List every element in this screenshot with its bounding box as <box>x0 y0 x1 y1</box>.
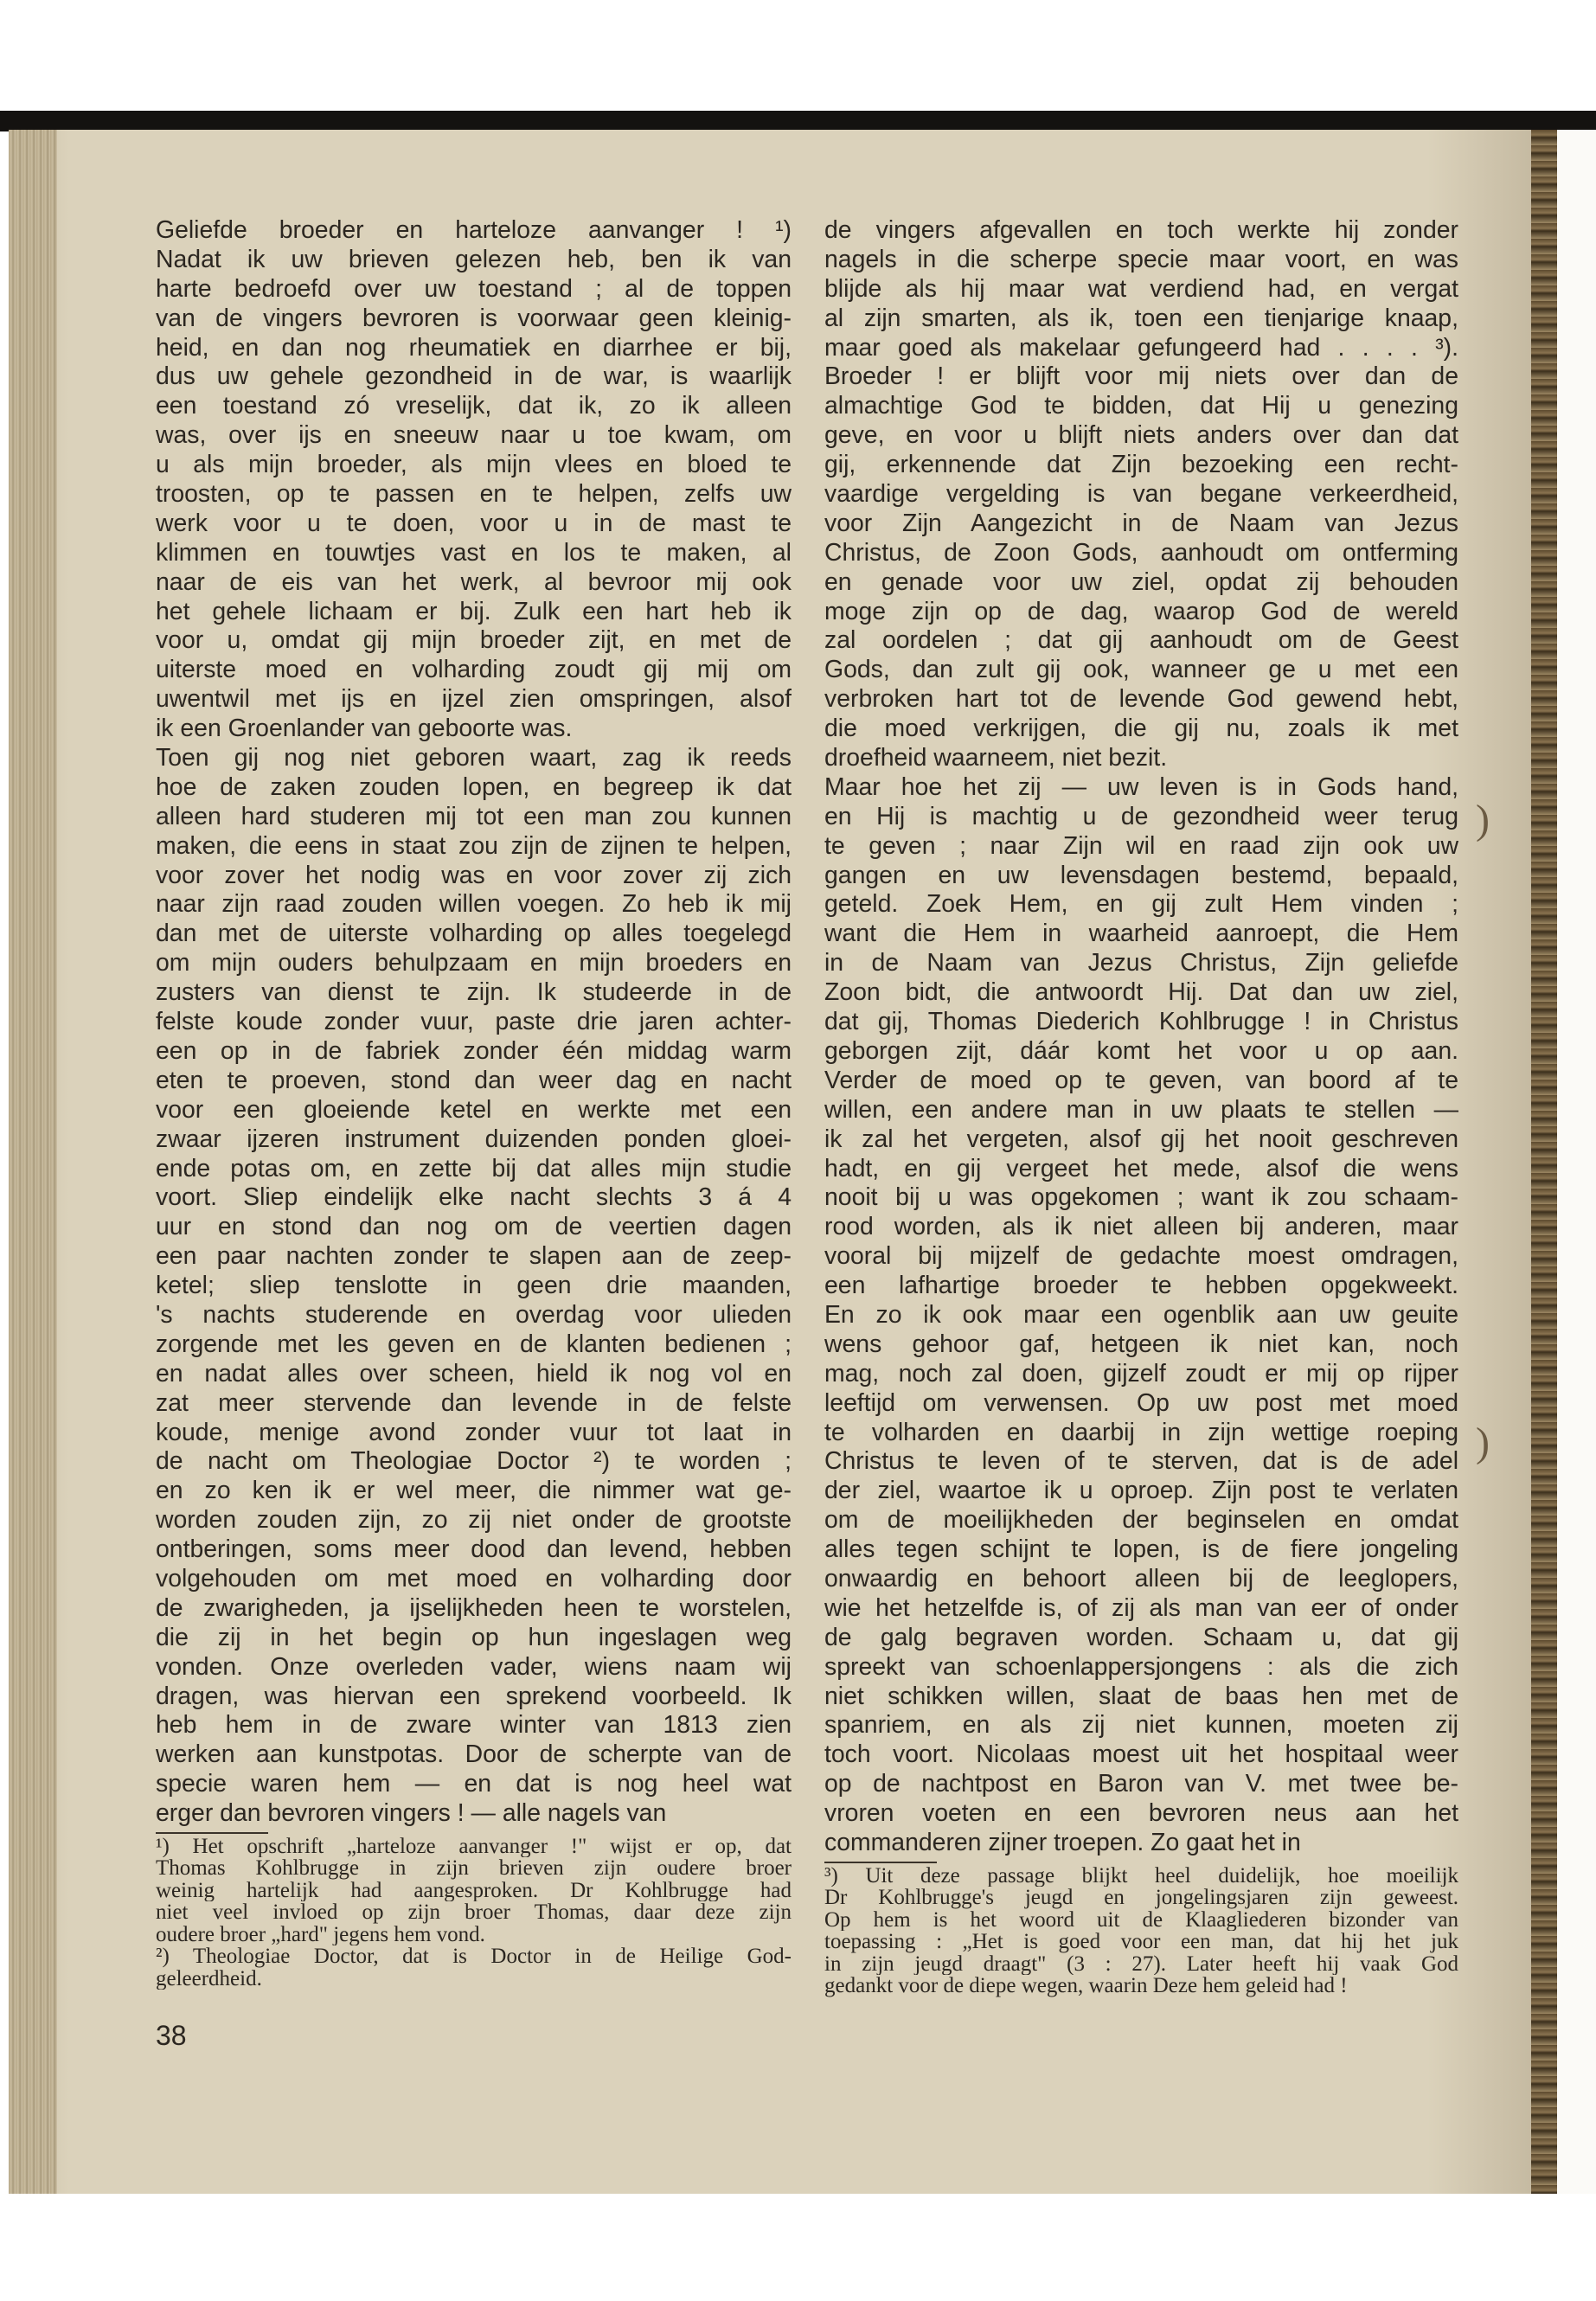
footnote-line: Thomas Kohlbrugge in zijn brieven zijn oudere broer <box>156 1857 792 1880</box>
text-line: ketel; sliep tenslotte in geen drie maanden, <box>156 1272 792 1300</box>
text-line: ende potas om, en zette bij dat alles mijn studie <box>156 1154 792 1183</box>
text-line: uwentwil met ijs en ijzel zien omspringen, alsof <box>156 685 792 714</box>
text-line: geve, en voor u blijft niets anders over dan dat <box>824 421 1458 450</box>
binding-mark-paren: ) <box>1476 1420 1490 1465</box>
text-line: wie het hetzelfde is, of zij als man van eer of onder <box>824 1593 1458 1622</box>
text-line: toch voort. Nicolaas moest uit het hospitaal weer <box>824 1740 1458 1769</box>
text-line: werken aan kunstpotas. Door de scherpte van de <box>156 1740 792 1769</box>
text-line: volgehouden om met moed en volharding door <box>156 1564 792 1593</box>
text-line: En zo ik ook maar een ogenblik aan uw geuite <box>824 1300 1458 1329</box>
scan-bottom-margin <box>0 2194 1596 2301</box>
text-line: dus uw gehele gezondheid in de war, is waarlijk <box>156 362 792 391</box>
text-line: leeftijd om verwensen. Op uw post met moed <box>824 1388 1458 1417</box>
text-line: moge zijn op de dag, waarop God de wereld <box>824 597 1458 625</box>
text-line: vroren voeten en een bevroren neus aan het <box>824 1799 1458 1828</box>
text-line: was, over ijs en sneeuw naar u toe kwam, om <box>156 421 792 450</box>
text-line: ik een Groenlander van geboorte was. <box>156 715 573 743</box>
footnote-line: niet veel invloed op zijn broer Thomas, daar deze zijn <box>156 1901 792 1924</box>
text-line: en Hij is machtig u de gezondheid weer terug <box>824 802 1458 830</box>
text-line: zusters van dienst te zijn. Ik studeerde in de <box>156 978 792 1007</box>
text-line: vaardige vergelding is van begane verkeerdheid, <box>824 480 1458 509</box>
text-line: Christus te leven of te sterven, dat is de adel <box>824 1447 1458 1476</box>
text-line: dan met de uiterste volharding op alles toegelegd <box>156 920 792 948</box>
text-line: maken, die eens in staat zou zijn de zijnen te helpen, <box>156 831 792 860</box>
text-line: alles tegen schijnt te lopen, is de fiere jongeling <box>824 1535 1458 1564</box>
footnote-line: weinig hartelijk had aangesproken. Dr Kohlbrugge had <box>156 1879 792 1902</box>
text-line: uiterste moed en volharding zoudt gij mij om <box>156 656 792 684</box>
text-line: nooit bij u was opgekomen ; want ik zou schaam- <box>824 1183 1458 1212</box>
text-line: uur en stond dan nog om de veertien dagen <box>156 1213 792 1241</box>
text-line: heid, en dan nog rheumatiek en diarrhee er bij, <box>156 333 792 362</box>
text-line: vonden. Onze overleden vader, wiens naam wij <box>156 1652 792 1681</box>
text-line: koude, menige avond zonder vuur tot laat in <box>156 1418 792 1446</box>
text-line: worden zouden zijn, zo zij niet onder de grootste <box>156 1506 792 1535</box>
text-line: spanriem, en als zij niet kunnen, moeten zij <box>824 1711 1458 1740</box>
text-line: zwaar ijzeren instrument duizenden ponden gloei- <box>156 1125 792 1153</box>
text-line: harte bedroefd over uw toestand ; al de toppen <box>156 274 792 303</box>
text-line: Verder de moed op te geven, van boord af te <box>824 1066 1458 1094</box>
text-line: zat meer stervende dan levende in de felste <box>156 1388 792 1417</box>
text-line: Maar hoe het zij — uw leven is in Gods hand, <box>824 772 1458 801</box>
text-line: een paar nachten zonder te slapen aan de zeep- <box>156 1242 792 1271</box>
text-line: zal oordelen ; dat gij aanhoudt om de Geest <box>824 626 1458 655</box>
text-line: voor zover het nodig was en voor zover zij zich <box>156 861 792 889</box>
text-line: commanderen zijner troepen. Zo gaat het in <box>824 1828 1301 1856</box>
text-line: Nadat ik uw brieven gelezen heb, ben ik van <box>156 245 792 273</box>
text-line: een toestand zó vreselijk, dat ik, zo ik alleen <box>156 392 792 420</box>
text-line: droefheid waarneem, niet bezit. <box>824 744 1168 772</box>
footnote-line: geleerdheid. <box>156 1967 262 1990</box>
text-line: gangen en uw levensdagen bestemd, bepaald, <box>824 861 1458 889</box>
text-line: spreekt van schoenlappersjongens : als die zich <box>824 1652 1458 1681</box>
text-line: naar de eis van het werk, al bevroor mij ook <box>156 567 792 596</box>
text-line: al zijn smarten, als ik, toen een tienjarige knaap, <box>824 304 1458 332</box>
text-line: vooral bij mijzelf de gedachte moest omdragen, <box>824 1242 1458 1271</box>
text-line: op de nachtpost en Baron van V. met twee be- <box>824 1770 1458 1798</box>
text-line: de zwarigheden, ja ijselijkheden heen te worstelen, <box>156 1593 792 1622</box>
scan-top-border <box>0 111 1596 131</box>
footnote-line: Op hem is het woord uit de Klaagliederen bizonder van <box>824 1908 1458 1932</box>
text-line: voor een gloeiende ketel en werkte met een <box>156 1095 792 1124</box>
text-line: om de moeilijkheden der beginselen en omdat <box>824 1506 1458 1535</box>
page-stack-edge <box>1531 130 1557 2194</box>
text-line: onwaardig en behoort alleen bij de leeglopers, <box>824 1564 1458 1593</box>
page-number: 38 <box>156 2020 187 2051</box>
text-line: om mijn ouders behulpzaam en mijn broeders en <box>156 949 792 977</box>
footnote-separator <box>824 1862 937 1863</box>
text-line: dat gij, Thomas Diederich Kohlbrugge ! in Christus <box>824 1008 1458 1036</box>
text-line: geteld. Zoek Hem, en gij zult Hem vinden ; <box>824 890 1458 919</box>
text-line: heb hem in de zware winter van 1813 zien <box>156 1711 792 1740</box>
text-line: en zo ken ik er wel meer, die nimmer wat ge- <box>156 1477 792 1505</box>
text-line: een lafhartige broeder te hebben opgekweekt. <box>824 1272 1458 1300</box>
text-line: die moed verkrijgen, die gij nu, zoals ik met <box>824 715 1458 743</box>
text-line: het gehele lichaam er bij. Zulk een hart heb ik <box>156 597 792 625</box>
footnotes <box>156 1836 792 1990</box>
text-line: Toen gij nog niet geboren waart, zag ik reeds <box>156 744 792 772</box>
text-line: naar zijn raad zouden willen voegen. Zo heb ik mij <box>156 890 792 919</box>
text-line: almachtige God te bidden, dat Hij u genezing <box>824 392 1458 420</box>
text-line: niet schikken willen, slaat de baas hen met de <box>824 1682 1458 1710</box>
text-line: de vingers afgevallen en toch werkte hij zonder <box>824 216 1458 244</box>
text-line: geborgen zijt, dáár komt het voor u op aan. <box>824 1036 1458 1065</box>
text-line: 's nachts studerende en overdag voor ulieden <box>156 1300 792 1329</box>
text-line: zorgende met les geven en de klanten bedienen ; <box>156 1330 792 1358</box>
footnote-line: ²) Theologiae Doctor, dat is Doctor in de Heilige God- <box>156 1945 792 1968</box>
text-line: specie waren hem — en dat is nog heel wat <box>156 1770 792 1798</box>
text-line: troosten, op te passen en te helpen, zelfs uw <box>156 480 792 509</box>
text-line: ontberingen, soms meer dood dan levend, hebben <box>156 1535 792 1564</box>
text-line: blijde als hij maar wat verdiend had, en vergat <box>824 274 1458 303</box>
text-line: de galg begraven worden. Schaam u, dat gij <box>824 1623 1458 1651</box>
footnote-line: oudere broer „hard" jegens hem vond. <box>156 1923 485 1946</box>
text-line: en genade voor uw ziel, opdat zij behouden <box>824 567 1458 596</box>
left-column <box>156 216 792 1990</box>
text-line: een op in de fabriek zonder één middag warm <box>156 1036 792 1065</box>
text-line: felste koude zonder vuur, paste drie jaren achter- <box>156 1008 792 1036</box>
text-line: Geliefde broeder en harteloze aanvanger ! ¹) <box>156 216 792 244</box>
text-line: der ziel, waartoe ik u oproep. Zijn post te verlaten <box>824 1477 1458 1505</box>
text-line: rood worden, als ik niet alleen bij anderen, maar <box>824 1213 1458 1241</box>
text-line: hadt, en gij vergeet het mede, alsof die wens <box>824 1154 1458 1183</box>
text-line: eten te proeven, stond dan weer dag en nacht <box>156 1066 792 1094</box>
text-line: voor u, omdat gij mijn broeder zijt, en met de <box>156 626 792 655</box>
text-line: Zoon bidt, die antwoordt Hij. Dat dan uw ziel, <box>824 978 1458 1007</box>
footnote-line: ¹) Het opschrift „harteloze aanvanger !" wijst er op, dat <box>156 1835 792 1858</box>
text-line: de nacht om Theologiae Doctor ²) te worden ; <box>156 1447 792 1476</box>
text-line: want die Hem in waarheid aanroept, die Hem <box>824 920 1458 948</box>
text-line: en nadat alles over scheen, hield ik nog vol en <box>156 1359 792 1388</box>
text-line: die zij in het begin op hun ingeslagen weg <box>156 1623 792 1651</box>
binding-mark-paren: ) <box>1476 797 1490 843</box>
text-line: u als mijn broeder, als mijn vlees en bloed te <box>156 451 792 479</box>
text-line: Gods, dan zult gij ook, wanneer ge u met een <box>824 656 1458 684</box>
text-line: mag, noch zal doen, gijzelf zoudt er mij op rijper <box>824 1359 1458 1388</box>
text-line: verbroken hart tot de levende God gewend hebt, <box>824 685 1458 714</box>
right-column <box>824 216 1458 1997</box>
text-line: nagels in die scherpe specie maar voort, en was <box>824 245 1458 273</box>
text-line: te volharden en daarbij in zijn wettige roeping <box>824 1418 1458 1446</box>
footnote-line: gedankt voor de diepe wegen, waarin Deze hem geleid had ! <box>824 1975 1348 1997</box>
book-spine-edge <box>9 130 57 2194</box>
text-line: wens gehoor gaf, hetgeen ik niet kan, noch <box>824 1330 1458 1358</box>
text-line: hoe de zaken zouden lopen, en begreep ik dat <box>156 772 792 801</box>
text-line: van de vingers bevroren is voorwaar geen kleinig- <box>156 304 792 332</box>
text-line: werk voor u te doen, voor u in de mast te <box>156 509 792 537</box>
scan-right-margin <box>1557 130 1596 2194</box>
footnotes <box>824 1865 1458 1997</box>
footnote-line: in zijn jeugd draagt" (3 : 27). Later heeft hij vaak God <box>824 1952 1458 1976</box>
text-line: klimmen en touwtjes vast en los te maken, al <box>156 538 792 567</box>
footnote-line: ³) Uit deze passage blijkt heel duidelijk, hoe moeilijk <box>824 1864 1458 1888</box>
text-line: willen, een andere man in uw plaats te stellen — <box>824 1095 1458 1124</box>
text-line: alleen hard studeren mij tot een man zou kunnen <box>156 802 792 830</box>
text-line: erger dan bevroren vingers ! — alle nagels van <box>156 1799 667 1828</box>
footnote-separator <box>156 1832 268 1834</box>
text-line: dragen, was hiervan een sprekend voorbeeld. Ik <box>156 1682 792 1710</box>
text-line: gij, erkennende dat Zijn bezoeking een recht- <box>824 451 1458 479</box>
text-line: voor Zijn Aangezicht in de Naam van Jezus <box>824 509 1458 537</box>
text-line: te geven ; naar Zijn wil en raad zijn ook uw <box>824 831 1458 860</box>
footnote-line: Dr Kohlbrugge's jeugd en jongelingsjaren zijn geweest. <box>824 1887 1458 1909</box>
text-line: Christus, de Zoon Gods, aanhoudt om ontferming <box>824 538 1458 567</box>
text-line: ik zal het vergeten, alsof gij het nooit geschreven <box>824 1125 1458 1153</box>
text-line: Broeder ! er blijft voor mij niets over dan de <box>824 362 1458 391</box>
text-line: in de Naam van Jezus Christus, Zijn geliefde <box>824 949 1458 977</box>
footnote-line: toepassing : „Het is goed voor een man, dat hij het juk <box>824 1931 1458 1953</box>
text-line: maar goed als makelaar gefungeerd had . . . . ³). <box>824 333 1458 362</box>
text-line: voort. Sliep eindelijk elke nacht slechts 3 á 4 <box>156 1183 792 1212</box>
